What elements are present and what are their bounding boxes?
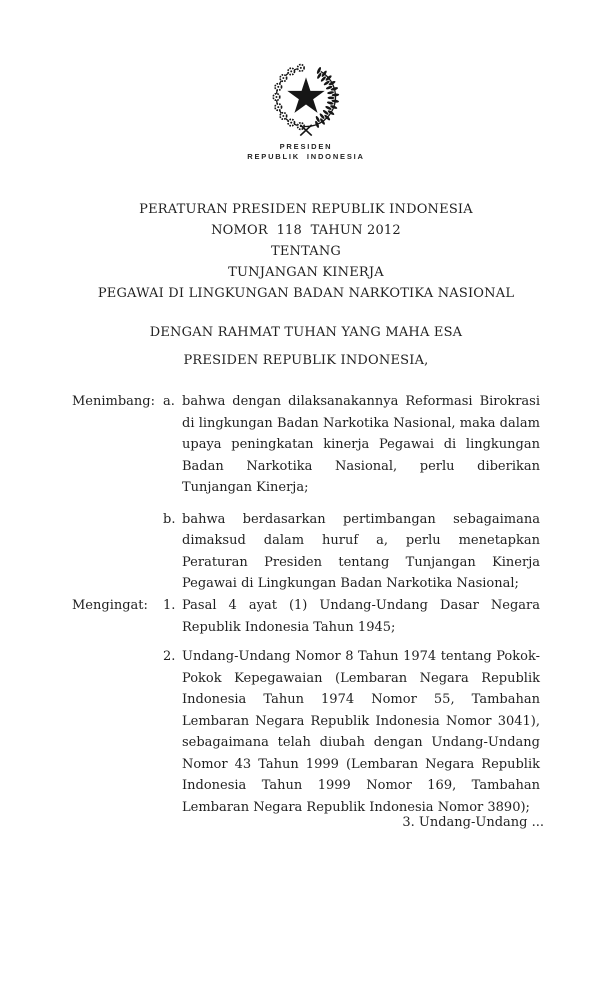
legal-basis-label: Mengingat: [72,598,148,613]
legal-basis-items [163,595,540,818]
item-text: Undang-Undang Nomor 8 Tahun 1974 tentang Pokok-Pokok Kepegawaian (Lembaran Negara Republik Indonesia Tahun 1974 Nomor 55, Tambahan Lembaran Negara Republik Indonesia Nomor 3041), sebagaimana telah diubah dengan Undang-Undang Nomor 43 Tahun 1999 (Lembaran Negara Republik Indonesia Tahun 1999 Nomor 169, Tambahan Lembaran Negara Republik Indonesia Nomor 3890); [182,649,540,815]
considerations-label: Menimbang: [72,394,156,409]
legal-basis-section [0,595,612,818]
item-marker: a. [163,394,175,409]
item-text: Pasal 4 ayat (1) Undang-Undang Dasar Negara Republik Indonesia Tahun 1945; [182,598,540,635]
considerations-items [163,391,540,595]
star-icon [287,77,324,113]
org-line-presiden: PRESIDEN [279,142,333,151]
item-marker: 2. [163,649,176,664]
title-line-number: NOMOR 118 TAHUN 2012 [211,223,401,238]
title-line-tentang: TENTANG [270,244,342,259]
item-text: bahwa dengan dilaksanakannya Reformasi Birokrasi di lingkungan Badan Narkotika Nasional, maka dalam upaya peningkatan kinerja Pegawai di lingkungan Badan Narkotika Nasional, perlu diberikan Tunjangan Kinerja; [182,394,540,495]
item-marker: b. [163,511,176,527]
item-text: bahwa berdasarkan pertimbangan sebagaimana dimaksud dalam huruf a, perlu menetapkan Peraturan Presiden tentang Tunjangan Kinerja Pegawai di Lingkungan Badan Narkotika Nasional; [182,511,540,591]
presidential-seal [0,56,612,162]
title-line-regulation: PERATURAN PRESIDEN REPUBLIK INDONESIA [139,202,473,217]
invocation-line: DENGAN RAHMAT TUHAN YANG MAHA ESA [149,325,463,340]
page-catchword: 3. Undang-Undang ... [402,815,544,830]
consideration-item-b [163,509,540,595]
legal-basis-item-2 [163,646,540,818]
consideration-item-a [163,391,540,499]
title-line-subject: TUNJANGAN KINERJA [228,265,384,280]
authority-line: PRESIDEN REPUBLIK INDONESIA, [183,353,429,368]
org-line-republik-indonesia: REPUBLIK INDONESIA [247,152,365,161]
title-line-scope: PEGAWAI DI LINGKUNGAN BADAN NARKOTIKA NASIONAL [97,286,515,301]
org-name [0,142,612,162]
regulation-title-block [0,199,612,304]
considerations-section [0,391,612,595]
item-marker: 1. [163,598,176,613]
star-wreath-icon [265,56,347,138]
legal-basis-item-1 [163,595,540,638]
